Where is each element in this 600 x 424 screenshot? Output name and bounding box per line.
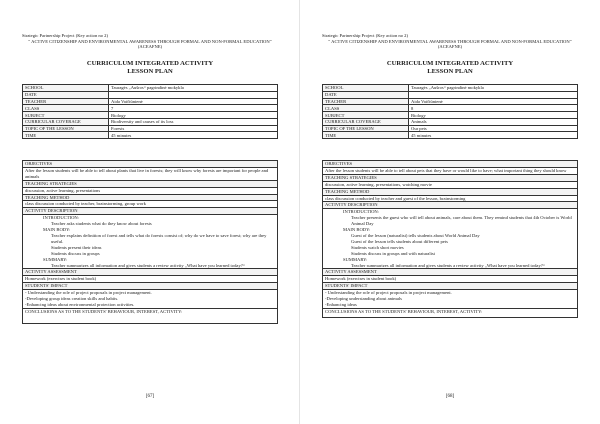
time-label: TIME xyxy=(23,132,109,139)
activity-line: Students discuss in groups and with naturalist xyxy=(351,250,435,256)
teacher-value: Aida Vaičiūnienė xyxy=(409,98,578,105)
activity-line: Teacher summarizes all information and gives students a review activity „What have you learned today?“ xyxy=(351,262,545,268)
subject-label: SUBJECT xyxy=(23,112,109,119)
table-row xyxy=(23,98,278,105)
coverage-label: CURRICULAR COVERAGE xyxy=(323,118,409,125)
school-value: Tauragės „Aušros“ pagrindinė mokykla xyxy=(409,85,578,92)
method-heading: TEACHING METHOD xyxy=(323,189,577,196)
table-row xyxy=(323,132,578,139)
table-row xyxy=(323,125,578,132)
project-subtitle: " ACTIVE CITIZENSHIP AND ENVIRONMENTAL AWARENESS THROUGH FORMAL AND NON-FORMAL EDUCATION" (ACEAFNE) xyxy=(328,38,572,50)
assessment-text: Homework (exercises in student book) xyxy=(23,276,277,283)
strategies-heading: TEACHING STRATEGIES xyxy=(23,181,277,188)
activity-line: INTRODUCTION: xyxy=(43,215,79,221)
method-text: class discussion conducted by teacher and guest of the lesson, brainstorming xyxy=(323,196,577,203)
page-number: [68] xyxy=(445,394,455,399)
impact-heading: STUDENTS' IMPACT xyxy=(323,283,577,290)
assessment-heading: ACTIVITY ASSESSMENT xyxy=(23,269,277,276)
impact-line: -Developing group ideas creation skills and habits. xyxy=(25,296,119,302)
activity-description xyxy=(23,215,277,269)
objectives-heading: OBJECTIVES xyxy=(23,161,277,168)
coverage-value: Animals xyxy=(409,118,578,125)
project-line: Strategic Partnership Project (Key action no 2) xyxy=(322,33,408,38)
conclusions-heading: CONCLUSIONS AS TO THE STUDENTS' BEHAVIOUR, INTEREST, ACTIVITY: xyxy=(25,308,183,314)
conclusions-heading: CONCLUSIONS AS TO THE STUDENTS' BEHAVIOUR, INTEREST, ACTIVITY: xyxy=(325,308,483,314)
strategies-text: discussion, active learning, presentations, watching movie xyxy=(323,182,577,189)
subject-value: Biology xyxy=(109,112,278,119)
activity-heading: ACTIVITY DESCRIPTION xyxy=(323,202,577,209)
table-row xyxy=(323,105,578,112)
topic-value: Forests xyxy=(109,125,278,132)
lesson-details xyxy=(22,160,278,324)
page-number: [67] xyxy=(145,394,155,399)
activity-line: SUMMARY: xyxy=(343,256,368,262)
date-label: DATE xyxy=(323,91,409,98)
date-label: DATE xyxy=(23,91,109,98)
subject-value: Biology xyxy=(409,112,578,119)
title-line-1: CURRICULUM INTEGRATED ACTIVITY xyxy=(86,60,214,67)
teacher-label: TEACHER xyxy=(323,98,409,105)
activity-line: MAIN BODY: xyxy=(343,227,371,233)
impact-line: - Understanding the role of project proposals in project management. xyxy=(25,290,152,296)
lesson-info-table xyxy=(322,84,578,139)
activity-description xyxy=(323,209,577,269)
table-row xyxy=(23,118,278,125)
strategies-text: discussion, active learning, presentations xyxy=(23,188,277,195)
activity-line: Students discuss in groups xyxy=(51,250,100,256)
page-68 xyxy=(300,0,600,424)
activity-line: Teacher presents the guest who will tell about animals, care about them. They remind students that 4th October is World Animal Day xyxy=(351,215,572,227)
table-row xyxy=(323,91,578,98)
strategies-heading: TEACHING STRATEGIES xyxy=(323,175,577,182)
title-line-2: LESSON PLAN xyxy=(427,68,473,76)
lesson-plan-title xyxy=(22,60,278,76)
lesson-plan-title xyxy=(322,60,578,76)
activity-line: Teacher asks students what do they know about forests xyxy=(51,221,152,227)
table-row xyxy=(323,98,578,105)
table-row xyxy=(23,112,278,119)
impact-line: -Enhancing ideas about environmental protection activities. xyxy=(25,301,135,307)
topic-label: TOPIC OF THE LESSON xyxy=(23,125,109,132)
title-line-2: LESSON PLAN xyxy=(127,68,173,76)
method-text: class discussion conducted by teacher, brainstorming, group work xyxy=(23,201,277,208)
coverage-value: Biodiversity and causes of its loss xyxy=(109,118,278,125)
impact-line: - Understanding the role of project proposals in project management. xyxy=(325,290,452,296)
time-label: TIME xyxy=(323,132,409,139)
project-header xyxy=(22,33,278,50)
title-line-1: CURRICULUM INTEGRATED ACTIVITY xyxy=(386,60,514,67)
activity-line: MAIN BODY: xyxy=(43,227,71,233)
impact-list xyxy=(323,290,577,309)
date-value xyxy=(409,91,578,98)
activity-line: SUMMARY: xyxy=(43,256,68,262)
table-row xyxy=(23,125,278,132)
teacher-label: TEACHER xyxy=(23,98,109,105)
activity-line: Guest of the lesson tells students about different pets xyxy=(351,238,448,244)
project-header xyxy=(322,33,578,50)
subject-label: SUBJECT xyxy=(323,112,409,119)
assessment-heading: ACTIVITY ASSESSMENT xyxy=(323,269,577,276)
activity-line: Students present their ideas xyxy=(51,244,102,250)
teacher-value: Aida Vaičiūnienė xyxy=(109,98,278,105)
activity-line: INTRODUCTION: xyxy=(343,209,379,215)
activity-line: Teacher summarizes all information and gives students a review activity „What have you learned today?“ xyxy=(51,262,245,268)
school-value: Tauragės „Aušros“ pagrindinė mokykla xyxy=(109,85,278,92)
class-label: CLASS xyxy=(23,105,109,112)
assessment-text: Homework (exercises in student book) xyxy=(323,276,577,283)
class-value: 8 xyxy=(409,105,578,112)
objectives-text: After the lesson students will be able to tell about plants that live in forests; they will know why forests are important for people and animals xyxy=(23,168,277,181)
impact-list xyxy=(23,290,277,309)
time-value: 45 minutes xyxy=(409,132,578,139)
coverage-label: CURRICULAR COVERAGE xyxy=(23,118,109,125)
project-line: Strategic Partnership Project (Key action no 2) xyxy=(22,33,108,38)
topic-value: Our pets xyxy=(409,125,578,132)
method-heading: TEACHING METHOD xyxy=(23,195,277,202)
school-label: SCHOOL xyxy=(323,85,409,92)
table-row xyxy=(323,118,578,125)
lesson-details xyxy=(322,160,578,318)
table-row xyxy=(23,132,278,139)
impact-line: -Developing understanding about animals xyxy=(325,296,402,302)
table-row xyxy=(23,105,278,112)
lesson-info-table xyxy=(22,84,278,139)
school-label: SCHOOL xyxy=(23,85,109,92)
activity-line: Guest of the lesson (naturalist) tells students about World Animal Day xyxy=(351,232,480,238)
table-row xyxy=(323,85,578,92)
activity-line: Students watch short movies xyxy=(351,244,404,250)
activity-line: Teacher explains definition of forest and tells what do forests consist of; why do we have to save forest; why are they useful. xyxy=(51,232,267,244)
time-value: 45 minutes xyxy=(109,132,278,139)
impact-heading: STUDENTS' IMPACT xyxy=(23,283,277,290)
topic-label: TOPIC OF THE LESSON xyxy=(323,125,409,132)
table-row xyxy=(23,91,278,98)
table-row xyxy=(323,112,578,119)
objectives-heading: OBJECTIVES xyxy=(323,161,577,168)
project-subtitle: " ACTIVE CITIZENSHIP AND ENVIRONMENTAL AWARENESS THROUGH FORMAL AND NON-FORMAL EDUCATION" (ACEAFNE) xyxy=(28,38,272,50)
activity-heading: ACTIVITY DESCRIPTION xyxy=(23,208,277,215)
class-value: 7 xyxy=(109,105,278,112)
date-value xyxy=(109,91,278,98)
table-row xyxy=(23,85,278,92)
objectives-text: After the lesson students will be able to tell about pets that they have or would like to have; what important thing they should know xyxy=(323,168,577,175)
impact-line: -Enhancing ideas xyxy=(325,301,357,307)
class-label: CLASS xyxy=(323,105,409,112)
